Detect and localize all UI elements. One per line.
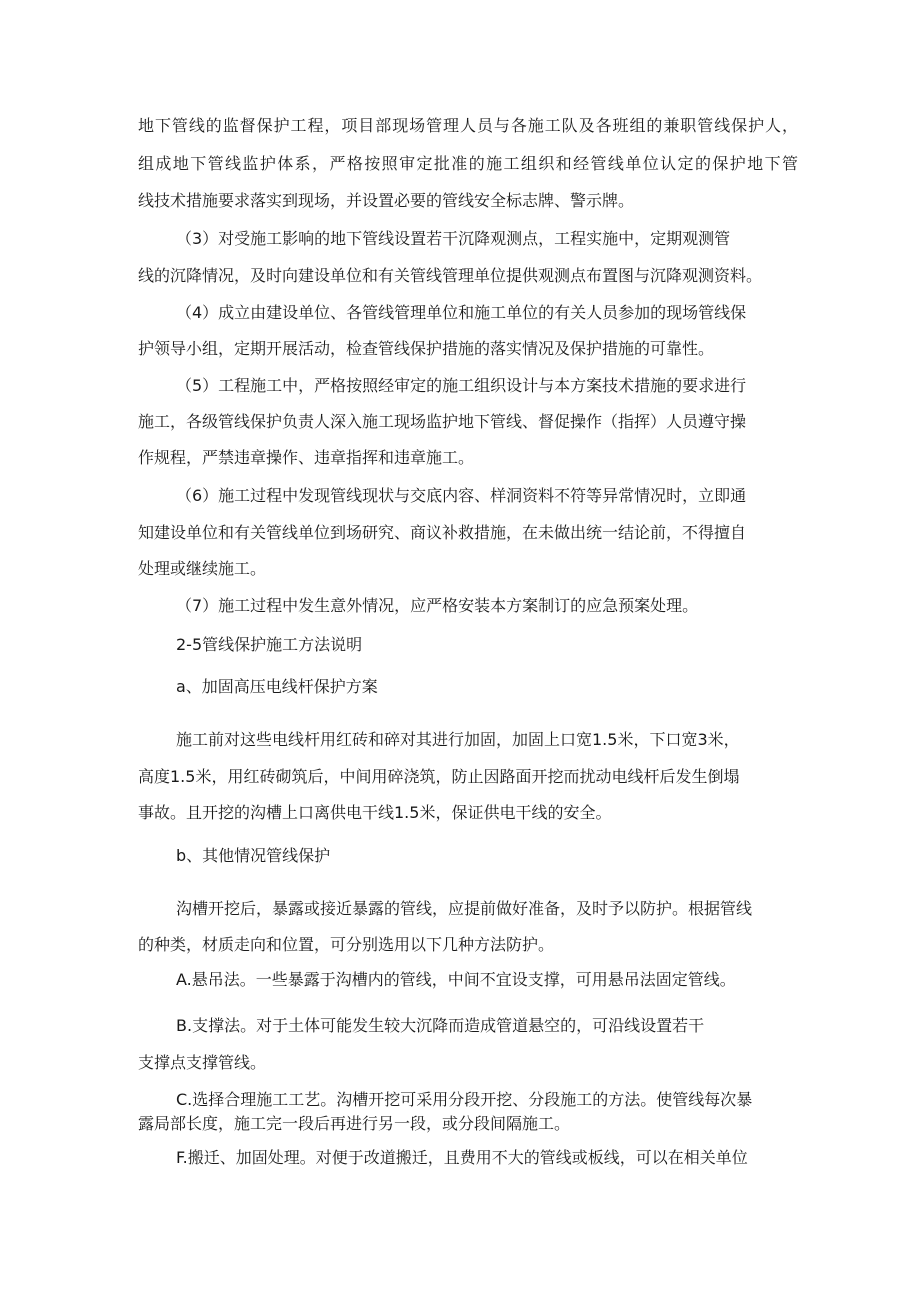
body-line-13: 处理或继续施工。 bbox=[138, 559, 267, 578]
method-b-line-1: B.支撑法。对于土体可能发生较大沉降而造成管道悬空的，可沿线设置若干 bbox=[176, 1016, 705, 1035]
body-line-2: 组成地下管线监护体系，严格按照审定批准的施工组织和经管线单位认定的保护地下管 bbox=[138, 154, 798, 173]
list-item-7: （7）施工过程中发生意外情况，应严格安装本方案制订的应急预案处理。 bbox=[176, 596, 699, 615]
body-line-22: 的种类，材质走向和位置，可分别选用以下几种方法防护。 bbox=[138, 935, 555, 954]
body-line-5: 线的沉降情况，及时向建设单位和有关管线管理单位提供观测点布置图与沉降观测资料。 bbox=[138, 266, 763, 285]
body-line-3: 线技术措施要求落实到现场，并设置必要的管线安全标志牌、警示牌。 bbox=[138, 191, 635, 210]
subsection-heading-a: a、加固高压电线杆保护方案 bbox=[176, 677, 378, 696]
list-item-6: （6）施工过程中发现管线现状与交底内容、样洞资料不符等异常情况时，立即通 bbox=[176, 486, 747, 505]
method-f-line-1: F.搬迁、加固处理。对便于改道搬迁，且费用不大的管线或板线，可以在相关单位 bbox=[176, 1148, 748, 1167]
method-a-line: A.悬吊法。一些暴露于沟槽内的管线，中间不宜设支撑，可用悬吊法固定管线。 bbox=[176, 970, 736, 989]
section-heading-2-5: 2-5管线保护施工方法说明 bbox=[176, 635, 363, 654]
body-line-17: 施工前对这些电线杆用红砖和碎对其进行加固，加固上口宽1.5米，下口宽3米， bbox=[176, 730, 740, 749]
body-line-9: 施工，各级管线保护负责人深入施工现场监护地下管线、督促操作（指挥）人员遵守操 bbox=[138, 412, 747, 431]
list-item-5: （5）工程施工中，严格按照经审定的施工组织设计与本方案技术措施的要求进行 bbox=[176, 376, 747, 395]
body-line-18: 高度1.5米，用红砖砌筑后，中间用碎浇筑，防止因路面开挖而扰动电线杆后发生倒塌 bbox=[138, 767, 740, 786]
body-line-12: 知建设单位和有关管线单位到场研究、商议补救措施，在未做出统一结论前，不得擅自 bbox=[138, 523, 747, 542]
method-c-line-2: 露局部长度，施工完一段后再进行另一段，或分段间隔施工。 bbox=[138, 1114, 571, 1133]
body-line-10: 作规程，严禁违章操作、违章指挥和违章施工。 bbox=[138, 448, 475, 467]
list-item-3: （3）对受施工影响的地下管线设置若干沉降观测点，工程实施中，定期观测管 bbox=[176, 229, 731, 248]
method-b-line-2: 支撑点支撑管线。 bbox=[138, 1053, 267, 1072]
list-item-4: （4）成立由建设单位、各管线管理单位和施工单位的有关人员参加的现场管线保 bbox=[176, 303, 747, 322]
body-line-19: 事故。且开挖的沟槽上口离供电干线1.5米，保证供电干线的安全。 bbox=[138, 803, 612, 822]
subsection-heading-b: b、其他情况管线保护 bbox=[176, 846, 331, 865]
body-line-21: 沟槽开挖后，暴露或接近暴露的管线，应提前做好准备，及时予以防护。根据管线 bbox=[176, 899, 753, 918]
method-c-line-1: C.选择合理施工工艺。沟槽开挖可采用分段开挖、分段施工的方法。使管线每次暴 bbox=[176, 1090, 753, 1109]
body-line-1: 地下管线的监督保护工程，项目部现场管理人员与各施工队及各班组的兼职管线保护人， bbox=[138, 116, 798, 135]
body-line-7: 护领导小组，定期开展活动，检查管线保护措施的落实情况及保护措施的可靠性。 bbox=[138, 339, 715, 358]
